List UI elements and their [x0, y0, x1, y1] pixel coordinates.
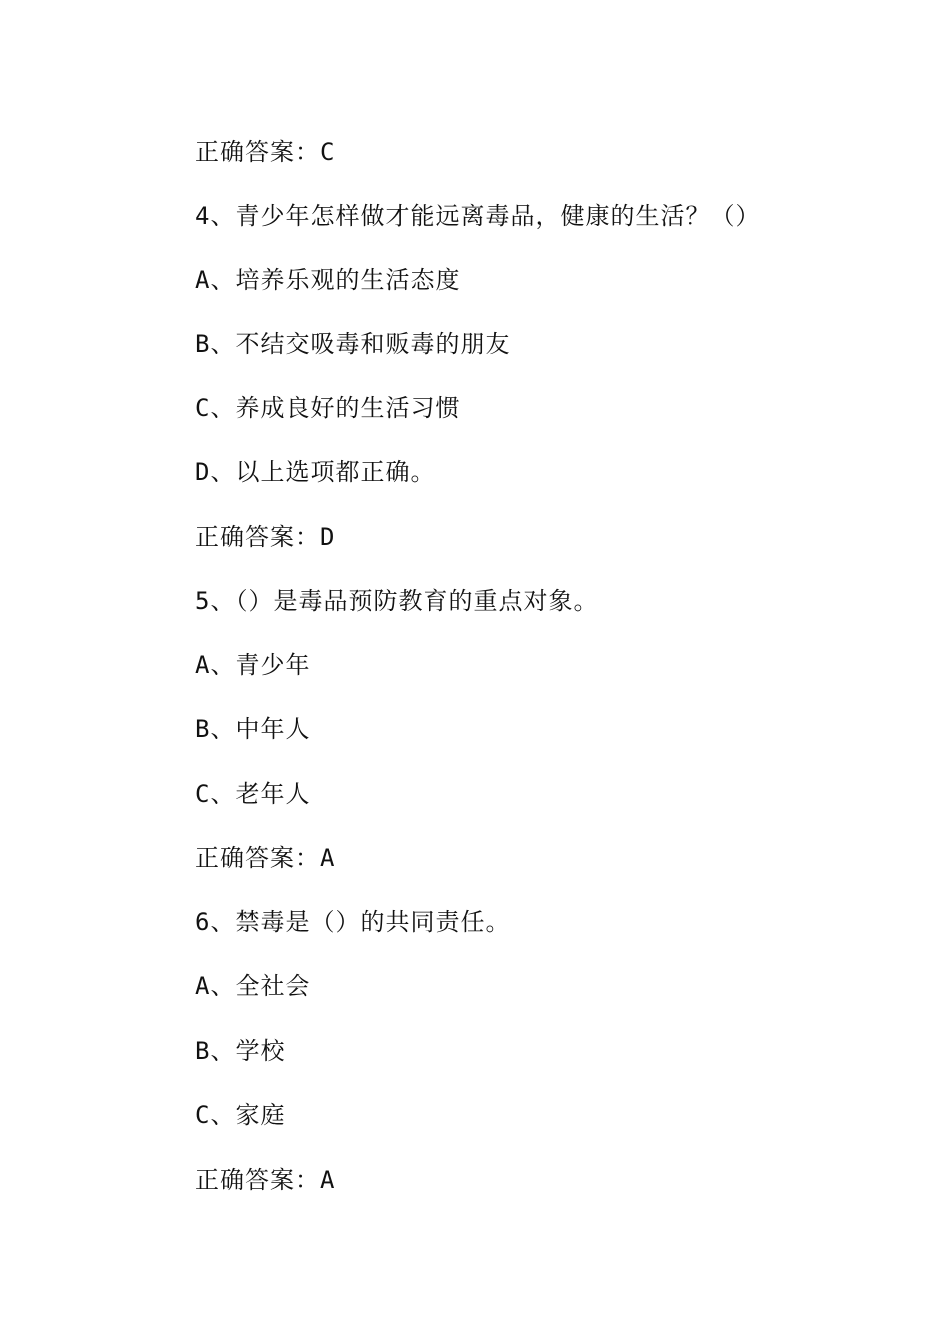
answer-line-q3: 正确答案：C	[195, 138, 336, 166]
answer-line-q6: 正确答案：A	[195, 1166, 336, 1194]
question-4: 4、青少年怎样做才能远离毒品，健康的生活？（）	[195, 202, 761, 230]
answer-line-q4: 正确答案：D	[195, 523, 336, 551]
question-4-option-a: A、培养乐观的生活态度	[195, 266, 461, 294]
question-6-option-c: C、家庭	[195, 1101, 286, 1129]
question-6-option-b: B、学校	[195, 1037, 286, 1065]
question-4-option-b: B、不结交吸毒和贩毒的朋友	[195, 330, 511, 358]
question-5-option-c: C、老年人	[195, 780, 311, 808]
question-5: 5、（）是毒品预防教育的重点对象。	[195, 587, 599, 615]
question-4-option-c: C、养成良好的生活习惯	[195, 394, 461, 422]
question-5-option-a: A、青少年	[195, 651, 311, 679]
question-5-option-b: B、中年人	[195, 715, 311, 743]
question-4-option-d: D、以上选项都正确。	[195, 458, 436, 486]
answer-line-q5: 正确答案：A	[195, 844, 336, 872]
question-6: 6、禁毒是（）的共同责任。	[195, 908, 511, 936]
question-6-option-a: A、全社会	[195, 972, 311, 1000]
